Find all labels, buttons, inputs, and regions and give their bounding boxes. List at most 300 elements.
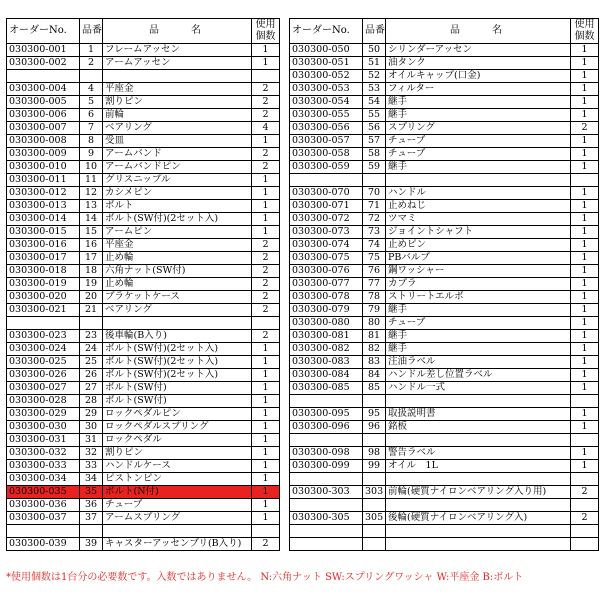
part-no-cell <box>363 525 386 538</box>
part-name-cell: カプラ <box>386 278 571 291</box>
order-no-cell: 030300-011 <box>7 174 80 187</box>
table-row <box>7 512 280 525</box>
header-part-name: 品 名 <box>103 19 252 44</box>
part-no-cell <box>80 317 103 330</box>
part-name-cell <box>386 174 571 187</box>
part-no-cell: 99 <box>363 460 386 473</box>
order-no-cell: 030300-024 <box>7 343 80 356</box>
part-no-cell <box>363 473 386 486</box>
part-name-cell: 受皿 <box>103 135 252 148</box>
table-row <box>7 499 280 512</box>
order-no-cell: 030300-001 <box>7 44 80 57</box>
table-row <box>290 460 599 473</box>
order-no-cell: 030300-009 <box>7 148 80 161</box>
order-no-cell: 030300-015 <box>7 226 80 239</box>
order-no-cell: 030300-073 <box>290 226 363 239</box>
part-no-cell: 96 <box>363 421 386 434</box>
part-no-cell: 95 <box>363 408 386 421</box>
order-no-cell: 030300-054 <box>290 96 363 109</box>
order-no-cell: 030300-031 <box>7 434 80 447</box>
table-row <box>290 538 599 551</box>
part-no-cell: 26 <box>80 369 103 382</box>
part-name-cell: ジョイントシャフト <box>386 226 571 239</box>
table-row <box>290 408 599 421</box>
table-row <box>290 486 599 499</box>
table-row <box>290 447 599 460</box>
quantity-cell: 1 <box>252 512 280 525</box>
table-row <box>290 122 599 135</box>
part-name-cell: ボルト(SW付) <box>103 382 252 395</box>
part-name-cell <box>386 434 571 447</box>
part-name-cell: オイルキャップ(口金) <box>386 70 571 83</box>
table-row <box>7 83 280 96</box>
part-no-cell: 28 <box>80 395 103 408</box>
part-no-cell: 34 <box>80 473 103 486</box>
part-name-cell: アームスプリング <box>103 512 252 525</box>
quantity-cell <box>571 499 599 512</box>
order-no-cell: 030300-019 <box>7 278 80 291</box>
part-no-cell: 35 <box>80 486 103 499</box>
part-name-cell: 平座金 <box>103 239 252 252</box>
order-no-cell: 030300-078 <box>290 291 363 304</box>
part-name-cell: 前輪(硬質ナイロンベアリング入り用) <box>386 486 571 499</box>
part-name-cell: ハンドル差し位置ラベル <box>386 369 571 382</box>
table-row <box>290 395 599 408</box>
part-name-cell: 割りピン <box>103 96 252 109</box>
part-name-cell: 鋼ワッシャー <box>386 265 571 278</box>
order-no-cell: 030300-018 <box>7 265 80 278</box>
header-order-no: オーダーNo. <box>290 19 363 44</box>
header-quantity <box>252 19 280 44</box>
quantity-cell: 2 <box>252 538 280 551</box>
table-row <box>7 343 280 356</box>
parts-table-right <box>289 18 599 551</box>
quantity-cell: 1 <box>252 499 280 512</box>
order-no-cell: 030300-050 <box>290 44 363 57</box>
part-no-cell <box>363 434 386 447</box>
part-name-cell: 止めピン <box>386 239 571 252</box>
part-no-cell: 20 <box>80 291 103 304</box>
quantity-cell <box>571 434 599 447</box>
part-name-cell: ピストンピン <box>103 473 252 486</box>
part-no-cell: 72 <box>363 213 386 226</box>
part-name-cell: ボルト(SW付)(2セット入) <box>103 213 252 226</box>
part-no-cell <box>363 538 386 551</box>
order-no-cell: 030300-099 <box>290 460 363 473</box>
quantity-cell: 1 <box>252 408 280 421</box>
part-no-cell: 24 <box>80 343 103 356</box>
table-row <box>7 96 280 109</box>
table-row <box>7 395 280 408</box>
order-no-cell: 030300-053 <box>290 83 363 96</box>
part-no-cell: 11 <box>80 174 103 187</box>
part-name-cell: アームバンド <box>103 148 252 161</box>
quantity-cell: 1 <box>252 473 280 486</box>
part-no-cell: 78 <box>363 291 386 304</box>
table-header <box>7 19 280 44</box>
quantity-cell: 1 <box>252 356 280 369</box>
part-name-cell: ボルト(SW付)(2セット入) <box>103 369 252 382</box>
quantity-cell: 1 <box>252 382 280 395</box>
quantity-cell: 1 <box>252 486 280 499</box>
part-name-cell <box>386 499 571 512</box>
table-row <box>290 226 599 239</box>
quantity-cell: 1 <box>571 135 599 148</box>
part-no-cell <box>363 395 386 408</box>
part-name-cell: ストリートエルボ <box>386 291 571 304</box>
order-no-cell: 030300-020 <box>7 291 80 304</box>
part-no-cell: 25 <box>80 356 103 369</box>
part-no-cell: 21 <box>80 304 103 317</box>
table-row <box>290 174 599 187</box>
quantity-cell: 2 <box>571 512 599 525</box>
quantity-cell: 1 <box>571 148 599 161</box>
order-no-cell: 030300-085 <box>290 382 363 395</box>
order-no-cell: 030300-032 <box>7 447 80 460</box>
table-row <box>290 239 599 252</box>
order-no-cell: 030300-303 <box>290 486 363 499</box>
part-name-cell: アームバンドピン <box>103 161 252 174</box>
part-name-cell: チューブ <box>386 148 571 161</box>
part-no-cell: 77 <box>363 278 386 291</box>
order-no-cell: 030300-084 <box>290 369 363 382</box>
quantity-cell: 2 <box>252 252 280 265</box>
header-part-no: 品番 <box>80 19 103 44</box>
order-no-cell <box>7 317 80 330</box>
header-quantity <box>571 19 599 44</box>
part-no-cell: 29 <box>80 408 103 421</box>
table-row <box>7 421 280 434</box>
part-name-cell: アームアッセン <box>103 57 252 70</box>
part-name-cell: ロックペダルスプリング <box>103 421 252 434</box>
table-row <box>290 161 599 174</box>
order-no-cell: 030300-058 <box>290 148 363 161</box>
order-no-cell: 030300-004 <box>7 83 80 96</box>
order-no-cell: 030300-083 <box>290 356 363 369</box>
table-row <box>7 213 280 226</box>
part-no-cell: 53 <box>363 83 386 96</box>
order-no-cell: 030300-023 <box>7 330 80 343</box>
order-no-cell: 030300-039 <box>7 538 80 551</box>
parts-table-left <box>6 18 280 551</box>
part-no-cell: 50 <box>363 44 386 57</box>
part-no-cell: 84 <box>363 369 386 382</box>
quantity-cell: 1 <box>571 408 599 421</box>
table-row <box>7 122 280 135</box>
quantity-cell: 1 <box>252 421 280 434</box>
part-name-cell: オイル 1L <box>386 460 571 473</box>
part-no-cell <box>80 70 103 83</box>
quantity-cell: 1 <box>571 213 599 226</box>
part-no-cell: 32 <box>80 447 103 460</box>
order-no-cell <box>7 525 80 538</box>
table-row <box>7 44 280 57</box>
quantity-cell: 1 <box>571 83 599 96</box>
quantity-cell <box>571 174 599 187</box>
order-no-cell: 030300-082 <box>290 343 363 356</box>
part-no-cell: 19 <box>80 278 103 291</box>
table-row <box>290 265 599 278</box>
order-no-cell <box>290 174 363 187</box>
quantity-cell: 1 <box>571 356 599 369</box>
order-no-cell: 030300-016 <box>7 239 80 252</box>
part-name-cell: ボルト(SW付)(2セット入) <box>103 343 252 356</box>
quantity-cell: 2 <box>252 96 280 109</box>
part-name-cell <box>103 317 252 330</box>
footnote: *使用個数は1台分の必要数です。入数ではありません。 N:六角ナット SW:スプリングワッシャ W:平座金 B:ボルト <box>6 572 524 583</box>
quantity-cell <box>571 395 599 408</box>
table-row <box>7 148 280 161</box>
table-row <box>290 317 599 330</box>
quantity-cell: 1 <box>252 200 280 213</box>
part-no-cell: 13 <box>80 200 103 213</box>
part-no-cell: 74 <box>363 239 386 252</box>
part-no-cell: 54 <box>363 96 386 109</box>
part-no-cell: 75 <box>363 252 386 265</box>
part-name-cell <box>386 395 571 408</box>
quantity-cell: 1 <box>571 109 599 122</box>
table-row <box>290 304 599 317</box>
quantity-cell: 4 <box>252 122 280 135</box>
part-no-cell: 27 <box>80 382 103 395</box>
table-row <box>290 330 599 343</box>
part-name-cell: 後輪(硬質ナイロンベアリング入) <box>386 512 571 525</box>
quantity-cell <box>252 317 280 330</box>
quantity-cell: 2 <box>252 265 280 278</box>
part-no-cell: 79 <box>363 304 386 317</box>
quantity-cell: 1 <box>571 304 599 317</box>
table-row <box>290 473 599 486</box>
part-no-cell: 15 <box>80 226 103 239</box>
table-row <box>290 499 599 512</box>
part-no-cell: 9 <box>80 148 103 161</box>
part-name-cell: ベアリング <box>103 122 252 135</box>
table-row <box>290 382 599 395</box>
quantity-cell: 2 <box>252 291 280 304</box>
order-no-cell: 030300-005 <box>7 96 80 109</box>
quantity-cell: 1 <box>252 187 280 200</box>
part-no-cell: 36 <box>80 499 103 512</box>
table-row <box>7 434 280 447</box>
order-no-cell: 030300-059 <box>290 161 363 174</box>
part-no-cell: 5 <box>80 96 103 109</box>
part-no-cell <box>80 525 103 538</box>
quantity-cell: 1 <box>571 161 599 174</box>
table-row <box>7 187 280 200</box>
order-no-cell: 030300-098 <box>290 447 363 460</box>
quantity-cell: 2 <box>252 304 280 317</box>
order-no-cell: 030300-052 <box>290 70 363 83</box>
table-row <box>7 538 280 551</box>
part-no-cell: 12 <box>80 187 103 200</box>
header-quantity-line2: 個数 <box>574 31 595 42</box>
table-row <box>290 369 599 382</box>
part-name-cell: 継手 <box>386 304 571 317</box>
table-row <box>7 304 280 317</box>
table-row <box>290 96 599 109</box>
table-row <box>7 57 280 70</box>
part-no-cell: 37 <box>80 512 103 525</box>
part-name-cell: 六角ナット(SW付) <box>103 265 252 278</box>
part-no-cell: 83 <box>363 356 386 369</box>
part-no-cell: 55 <box>363 109 386 122</box>
header-part-no: 品番 <box>363 19 386 44</box>
order-no-cell: 030300-007 <box>7 122 80 135</box>
quantity-cell: 1 <box>252 447 280 460</box>
order-no-cell: 030300-305 <box>290 512 363 525</box>
quantity-cell: 1 <box>252 460 280 473</box>
part-no-cell: 6 <box>80 109 103 122</box>
quantity-cell: 1 <box>571 317 599 330</box>
part-no-cell: 10 <box>80 161 103 174</box>
order-no-cell: 030300-026 <box>7 369 80 382</box>
order-no-cell: 030300-072 <box>290 213 363 226</box>
header-order-no: オーダーNo. <box>7 19 80 44</box>
quantity-cell: 1 <box>571 369 599 382</box>
order-no-cell: 030300-080 <box>290 317 363 330</box>
table-row <box>7 460 280 473</box>
part-name-cell: ロックペダル <box>103 434 252 447</box>
part-name-cell: 警告ラベル <box>386 447 571 460</box>
part-name-cell: フレームアッセン <box>103 44 252 57</box>
part-name-cell: チューブ <box>386 135 571 148</box>
order-no-cell: 030300-014 <box>7 213 80 226</box>
part-no-cell: 33 <box>80 460 103 473</box>
quantity-cell: 1 <box>571 70 599 83</box>
part-name-cell <box>386 473 571 486</box>
order-no-cell <box>290 538 363 551</box>
part-no-cell: 80 <box>363 317 386 330</box>
part-no-cell: 39 <box>80 538 103 551</box>
quantity-cell: 1 <box>571 421 599 434</box>
part-no-cell: 31 <box>80 434 103 447</box>
part-no-cell: 85 <box>363 382 386 395</box>
part-no-cell: 305 <box>363 512 386 525</box>
part-no-cell <box>363 174 386 187</box>
order-no-cell: 030300-034 <box>7 473 80 486</box>
table-row <box>7 135 280 148</box>
order-no-cell: 030300-057 <box>290 135 363 148</box>
quantity-cell <box>571 538 599 551</box>
part-name-cell: カシメピン <box>103 187 252 200</box>
quantity-cell: 1 <box>571 96 599 109</box>
order-no-cell <box>290 473 363 486</box>
table-row <box>7 109 280 122</box>
table-row <box>7 265 280 278</box>
quantity-cell <box>252 70 280 83</box>
quantity-cell: 2 <box>571 122 599 135</box>
quantity-cell: 1 <box>252 226 280 239</box>
part-no-cell: 8 <box>80 135 103 148</box>
quantity-cell: 1 <box>252 44 280 57</box>
part-no-cell: 82 <box>363 343 386 356</box>
quantity-cell: 1 <box>571 187 599 200</box>
quantity-cell: 2 <box>252 330 280 343</box>
table-row <box>7 525 280 538</box>
quantity-cell: 1 <box>571 382 599 395</box>
part-no-cell: 59 <box>363 161 386 174</box>
quantity-cell: 1 <box>571 226 599 239</box>
order-no-cell: 030300-036 <box>7 499 80 512</box>
table-row <box>290 187 599 200</box>
order-no-cell: 030300-030 <box>7 421 80 434</box>
table-row-highlighted <box>7 486 280 499</box>
table-row <box>7 317 280 330</box>
quantity-cell: 1 <box>252 434 280 447</box>
part-name-cell: 前輪 <box>103 109 252 122</box>
part-no-cell: 56 <box>363 122 386 135</box>
order-no-cell: 030300-013 <box>7 200 80 213</box>
part-name-cell <box>386 525 571 538</box>
quantity-cell: 1 <box>571 460 599 473</box>
table-row <box>290 44 599 57</box>
table-row <box>7 278 280 291</box>
quantity-cell: 1 <box>571 239 599 252</box>
part-name-cell: 平座金 <box>103 83 252 96</box>
part-name-cell: 継手 <box>386 109 571 122</box>
quantity-cell: 1 <box>252 213 280 226</box>
part-no-cell: 58 <box>363 148 386 161</box>
part-no-cell: 71 <box>363 200 386 213</box>
part-no-cell <box>363 499 386 512</box>
header-quantity-line1: 使用 <box>255 19 276 30</box>
quantity-cell: 1 <box>252 135 280 148</box>
quantity-cell: 2 <box>571 486 599 499</box>
part-name-cell: ボルト(SW付)(2セット入) <box>103 356 252 369</box>
order-no-cell: 030300-096 <box>290 421 363 434</box>
table-row <box>290 525 599 538</box>
part-name-cell: ツマミ <box>386 213 571 226</box>
table-row <box>290 291 599 304</box>
part-no-cell: 51 <box>363 57 386 70</box>
order-no-cell: 030300-017 <box>7 252 80 265</box>
part-no-cell: 98 <box>363 447 386 460</box>
table-row <box>7 473 280 486</box>
quantity-cell: 2 <box>252 161 280 174</box>
quantity-cell: 1 <box>252 343 280 356</box>
order-no-cell: 030300-076 <box>290 265 363 278</box>
quantity-cell <box>571 525 599 538</box>
quantity-cell: 1 <box>571 44 599 57</box>
order-no-cell: 030300-035 <box>7 486 80 499</box>
table-row <box>290 109 599 122</box>
order-no-cell <box>290 395 363 408</box>
order-no-cell: 030300-081 <box>290 330 363 343</box>
order-no-cell: 030300-033 <box>7 460 80 473</box>
order-no-cell: 030300-079 <box>290 304 363 317</box>
quantity-cell: 1 <box>252 57 280 70</box>
order-no-cell: 030300-055 <box>290 109 363 122</box>
table-row <box>290 356 599 369</box>
part-name-cell: ベアリング <box>103 304 252 317</box>
table-row <box>290 213 599 226</box>
part-name-cell: 継手 <box>386 161 571 174</box>
table-row <box>290 57 599 70</box>
part-no-cell: 73 <box>363 226 386 239</box>
table-row <box>7 330 280 343</box>
part-name-cell <box>103 525 252 538</box>
part-name-cell: 継手 <box>386 330 571 343</box>
order-no-cell: 030300-077 <box>290 278 363 291</box>
part-name-cell: ボルト <box>103 200 252 213</box>
part-name-cell: 後車輪(B入り) <box>103 330 252 343</box>
table-row <box>7 252 280 265</box>
part-name-cell: 継手 <box>386 343 571 356</box>
part-name-cell: アームピン <box>103 226 252 239</box>
quantity-cell: 2 <box>252 109 280 122</box>
part-name-cell <box>386 538 571 551</box>
quantity-cell: 1 <box>571 291 599 304</box>
